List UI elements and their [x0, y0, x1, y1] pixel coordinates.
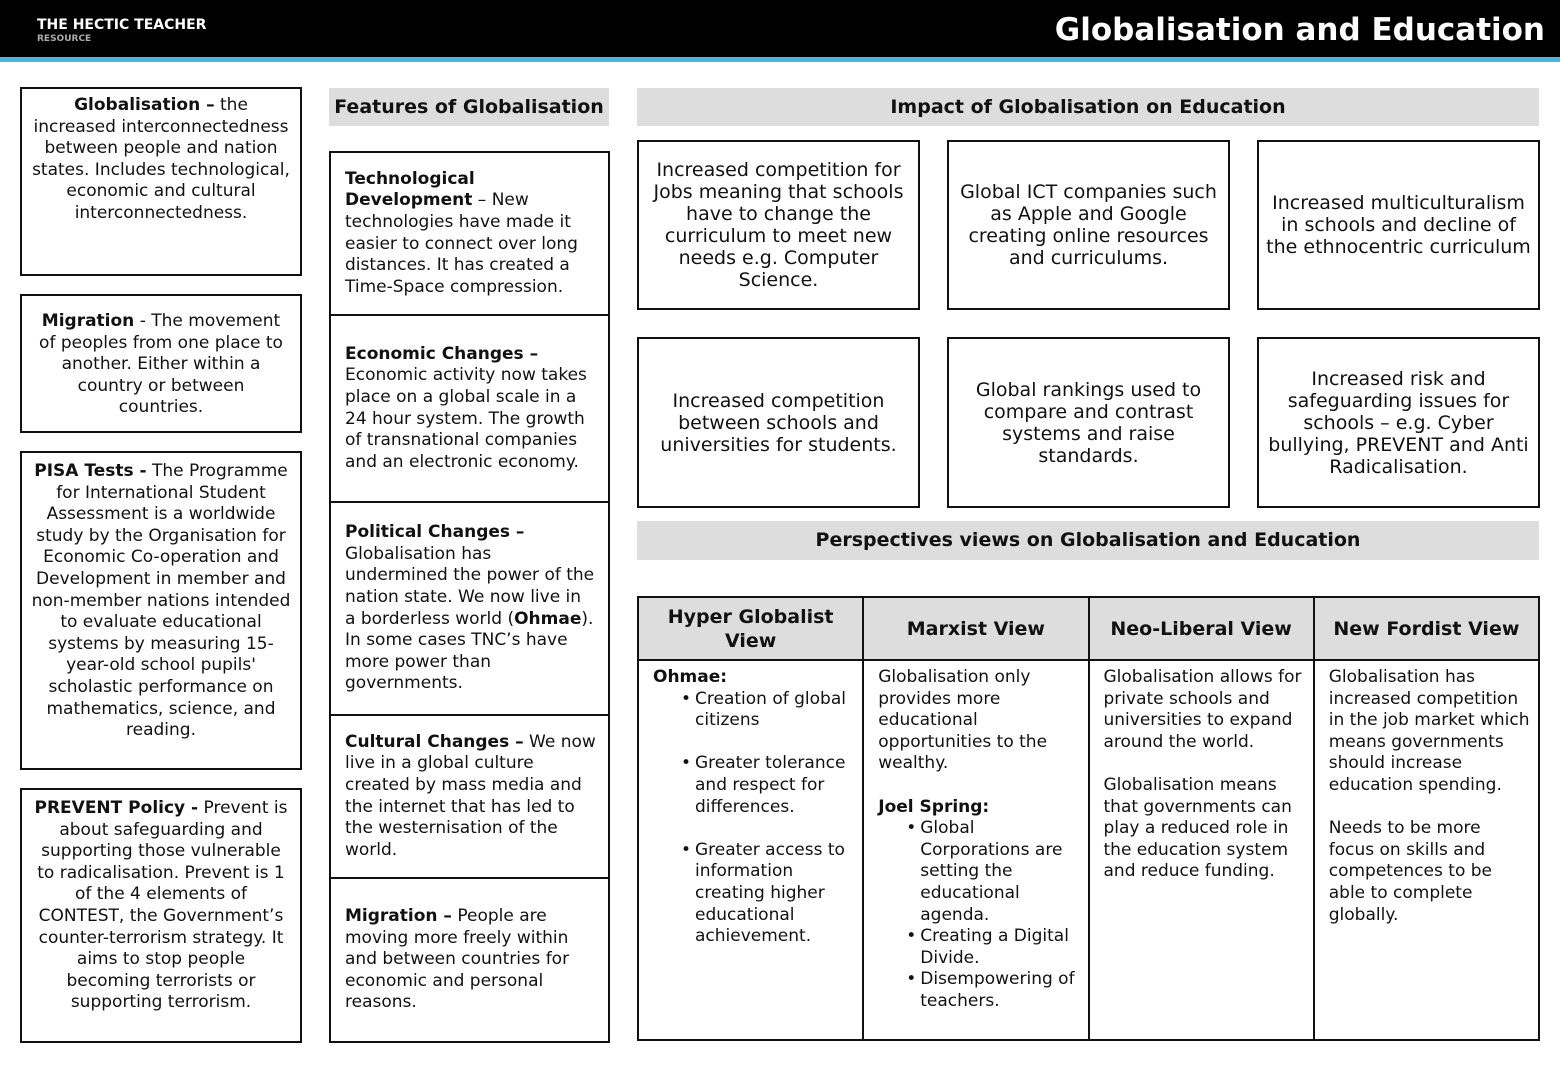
cell-text: Globalisation allows for private schools and universities to expand around the world.	[1103, 667, 1302, 752]
brand-logo: THE HECTIC TEACHER	[37, 17, 207, 33]
table-row	[638, 660, 1539, 1040]
definition-text: - The movement of peoples from one place to another. Either within a country or between countries.	[39, 311, 283, 418]
feature-text: Economic activity now takes place on a global scale in a 24 hour system. The growth of transnational companies and an electronic economy.	[345, 365, 587, 472]
page-title: Globalisation and Education	[1054, 12, 1545, 48]
feature-cultural	[329, 714, 610, 879]
term: Globalisation –	[74, 95, 215, 115]
theorist-label: Joel Spring:	[878, 796, 990, 817]
impact-card: Increased multiculturalism in schools and decline of the ethnocentric curriculum	[1257, 140, 1540, 310]
list-item: • Global Corporations are setting the educational agenda.	[878, 818, 1079, 926]
feature-technological	[329, 151, 610, 316]
term: PREVENT Policy -	[34, 798, 199, 818]
term: Political Changes –	[345, 522, 525, 543]
cell-text: Globalisation has increased competition in the job market which means governments should increase education spending.	[1328, 667, 1530, 795]
feature-political	[329, 501, 610, 716]
table-header-row	[638, 597, 1539, 660]
impact-heading: Impact of Globalisation on Education	[637, 88, 1539, 126]
list-item: • Greater access to information creating higher educational achievement.	[653, 840, 854, 948]
feature-economic	[329, 314, 610, 503]
hyper-globalist-cell	[638, 660, 863, 1040]
definition-text: The Programme for International Student Assessment is a worldwide study by the Organisation for Economic Co-operation and Development in member and non-member nations intended to evaluate educational systems by measuring 15-year-old school pupils' scholastic performance on mathematics, science, and reading.	[31, 461, 291, 741]
definition-globalisation	[20, 87, 302, 276]
term: Technological Development	[345, 168, 475, 211]
impact-card: Increased competition between schools and universities for students.	[637, 337, 920, 508]
definition-pisa	[20, 451, 302, 770]
column-header: New Fordist View	[1314, 597, 1539, 660]
features-heading: Features of Globalisation	[329, 88, 609, 126]
feature-text: We now live in a global culture created by mass media and the internet that has led to the westernisation of the world.	[345, 731, 596, 860]
definition-text: Prevent is about safeguarding and supporting those vulnerable to radicalisation. Prevent is 1 of the 4 elements of CONTEST, the Government’s counter-terrorism strategy. It aims to stop people becoming terrorists or supporting terrorism.	[37, 798, 288, 1013]
definition-migration	[20, 294, 302, 433]
impact-card: Global rankings used to compare and contrast systems and raise standards.	[947, 337, 1230, 508]
list-item: • Greater tolerance and respect for differences.	[653, 753, 854, 818]
list-item: • Creation of global citizens	[653, 689, 854, 732]
feature-text: – New technologies have made it easier to connect over long distances. It has created a Time-Space compression.	[345, 190, 578, 297]
term: Cultural Changes –	[345, 731, 524, 752]
perspectives-heading: Perspectives views on Globalisation and Education	[637, 521, 1539, 560]
brand-sub: RESOURCE	[37, 34, 92, 44]
header-stripe	[0, 57, 1560, 62]
impact-card: Increased competition for Jobs meaning that schools have to change the curriculum to meet new needs e.g. Computer Science.	[637, 140, 920, 310]
term: PISA Tests -	[34, 461, 147, 481]
perspectives-table	[637, 596, 1540, 1041]
definition-text: the increased interconnectedness between people and nation states. Includes technological, economic and cultural interconnectedness.	[32, 95, 290, 223]
cell-text: Globalisation only provides more educational opportunities to the wealthy.	[878, 667, 1048, 774]
feature-text: Globalisation has undermined the power of the nation state. We now live in a borderless world (	[345, 543, 595, 629]
new-fordist-cell	[1314, 660, 1539, 1040]
term: Migration	[41, 311, 135, 331]
term: Economic Changes –	[345, 343, 539, 364]
neo-liberal-cell	[1089, 660, 1314, 1040]
column-header: Marxist View	[863, 597, 1088, 660]
term: Migration –	[345, 906, 452, 927]
feature-migration	[329, 877, 610, 1043]
cell-text: Needs to be more focus on skills and competences to be able to complete globally.	[1328, 818, 1492, 925]
term: Ohmae	[514, 608, 582, 629]
column-header: Neo-Liberal View	[1089, 597, 1314, 660]
cell-text: Globalisation means that governments can play a reduced role in the education system and reduce funding.	[1103, 774, 1292, 882]
impact-card: Global ICT companies such as Apple and Google creating online resources and curriculums.	[947, 140, 1230, 310]
column-header: Hyper Globalist View	[638, 597, 863, 660]
feature-text: People are moving more freely within and between countries for economic and personal reasons.	[345, 906, 570, 1013]
list-item: • Disempowering of teachers.	[878, 969, 1079, 1012]
impact-card: Increased risk and safeguarding issues for schools – e.g. Cyber bullying, PREVENT and Anti Radicalisation.	[1257, 337, 1540, 508]
theorist-label: Ohmae:	[653, 667, 728, 687]
definition-prevent	[20, 788, 302, 1043]
marxist-cell	[863, 660, 1088, 1040]
feature-text: ). In some cases TNC’s have more power than governments.	[345, 608, 594, 694]
list-item: • Creating a Digital Divide.	[878, 926, 1079, 969]
